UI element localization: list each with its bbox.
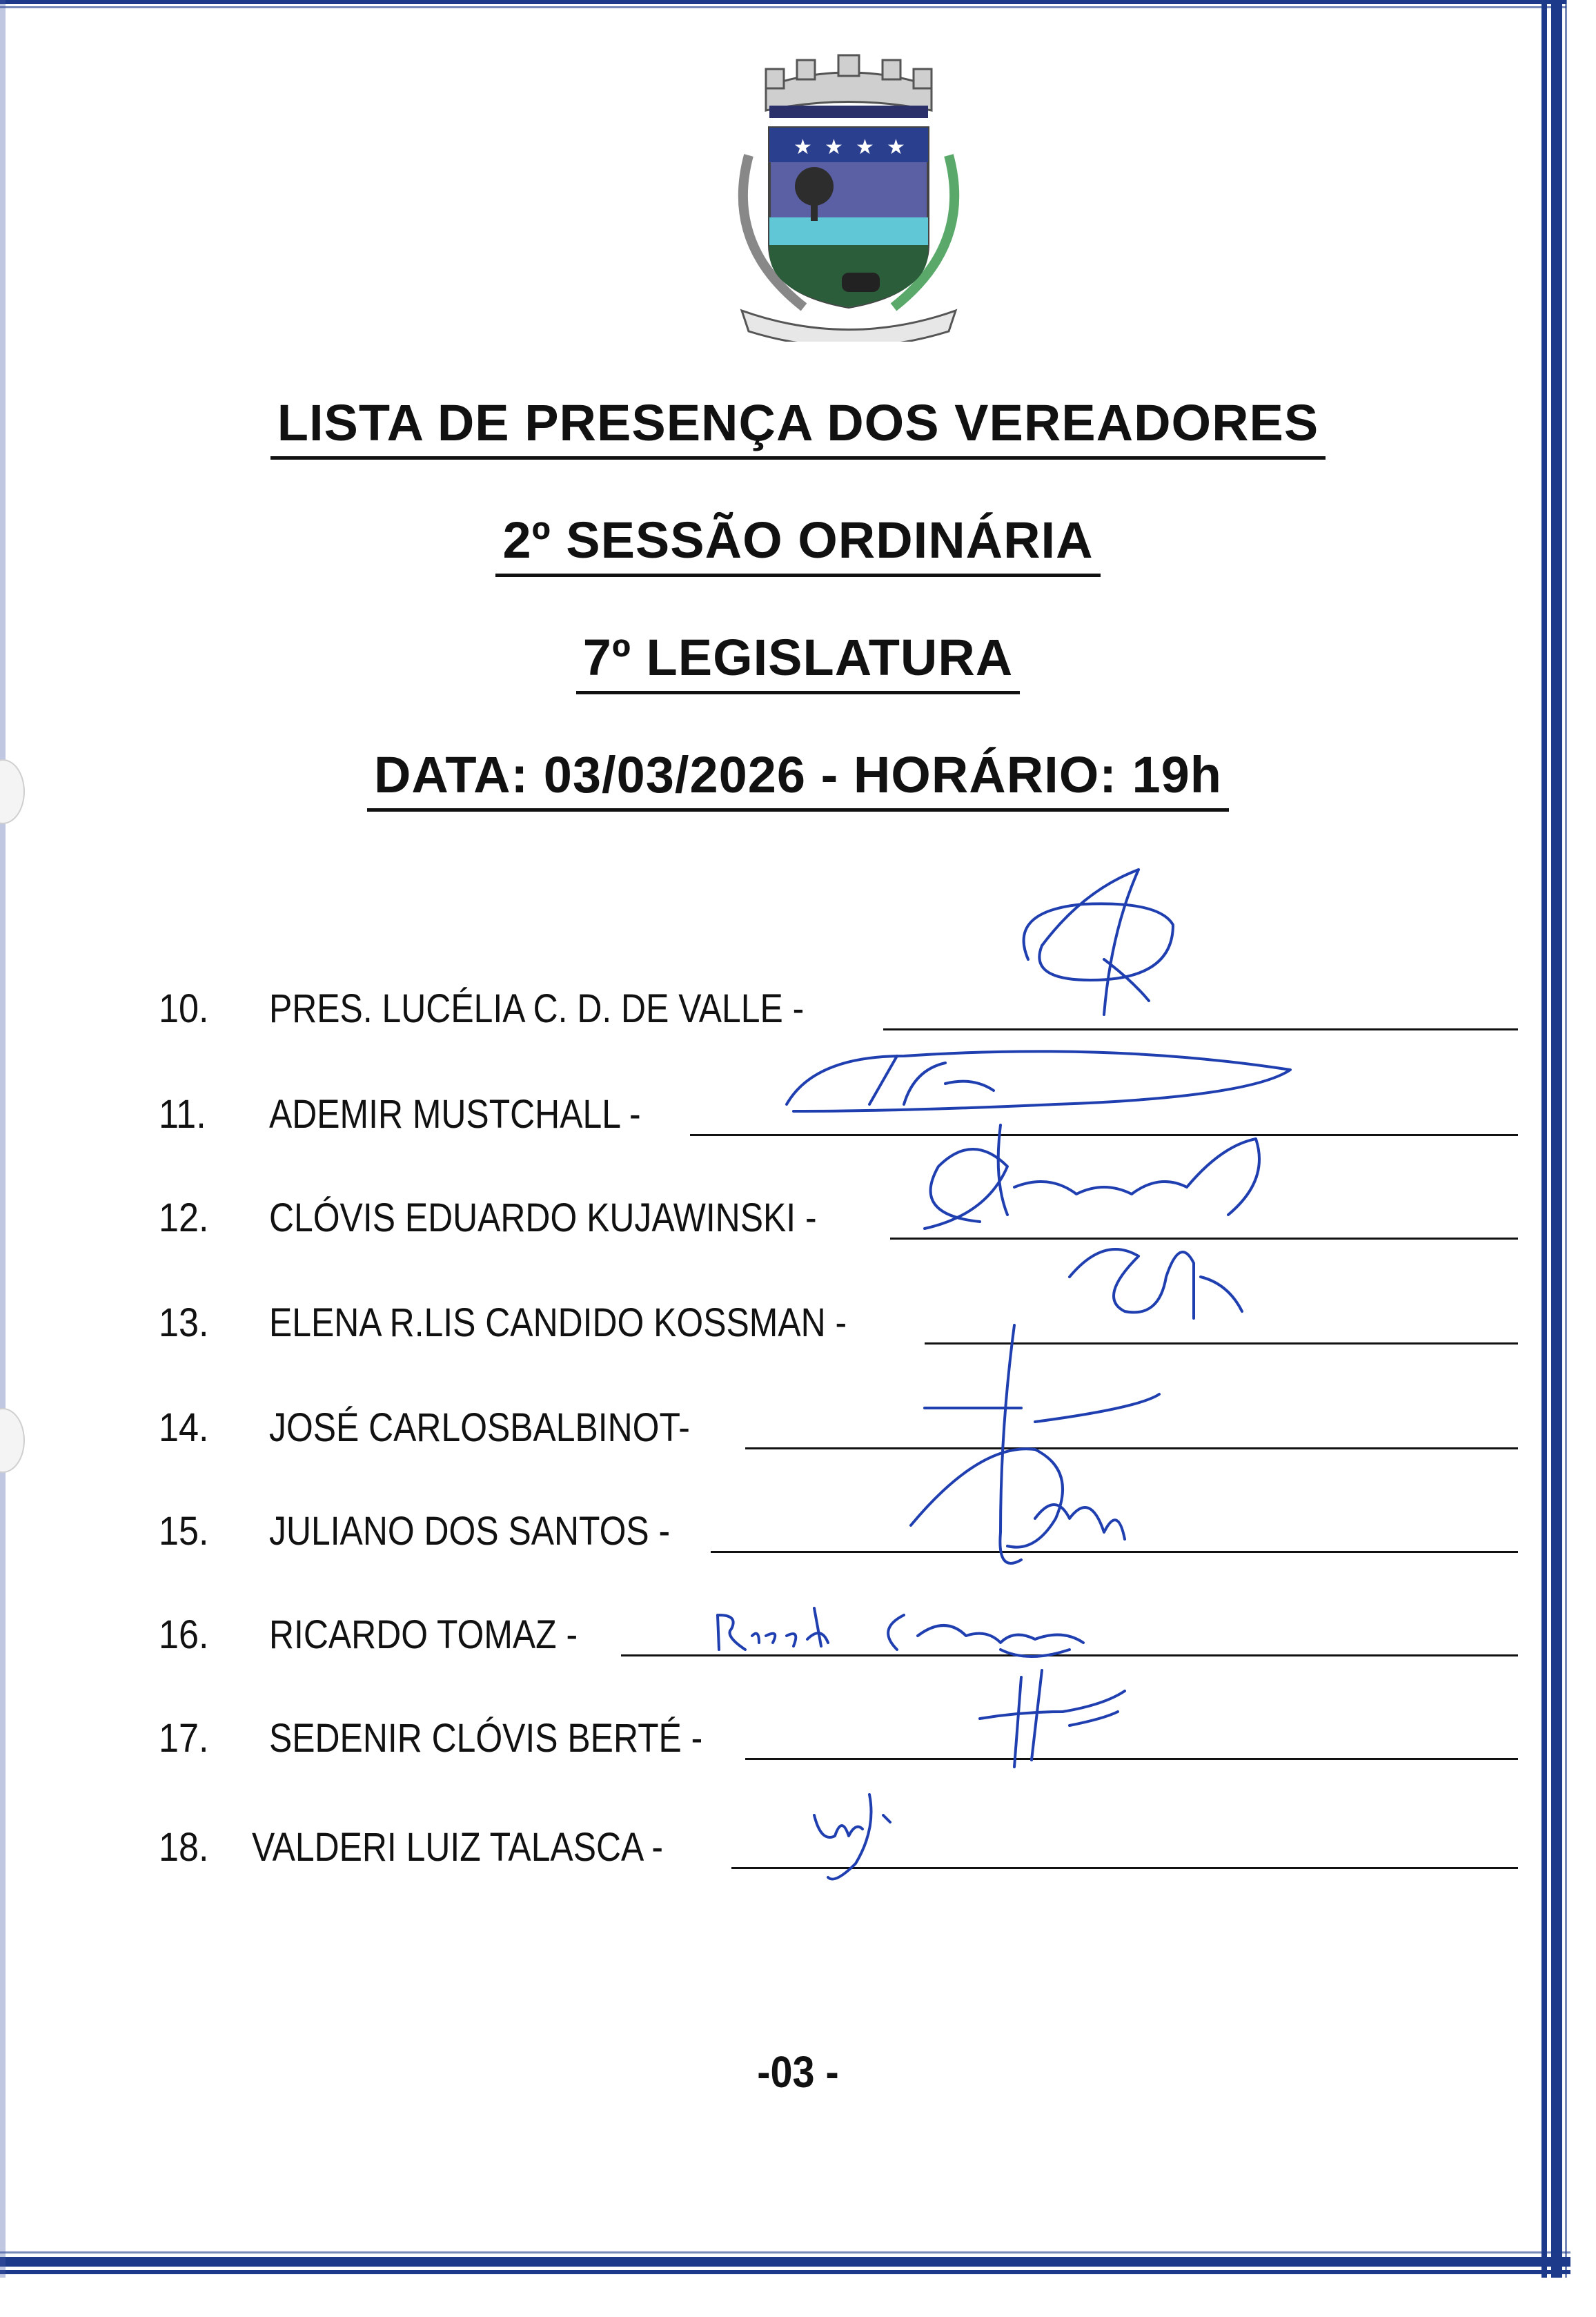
handwritten-signature — [1056, 1222, 1263, 1325]
page-border-right — [1540, 0, 1570, 2278]
attendee-number: 18. — [159, 1825, 209, 1870]
handwritten-signature — [711, 1587, 1097, 1663]
attendee-row — [159, 1284, 1518, 1346]
attendee-name: RICARDO TOMAZ - — [269, 1612, 578, 1657]
signature-line — [745, 1758, 1518, 1760]
svg-text:★: ★ — [825, 135, 843, 159]
handwritten-signature — [1001, 863, 1194, 1021]
attendee-number: 13. — [159, 1300, 209, 1345]
attendee-name: ADEMIR MUSTCHALL - — [269, 1092, 641, 1137]
attendee-name: CLÓVIS EDUARDO KUJAWINSKI - — [269, 1195, 817, 1240]
session-heading: 2º SESSÃO ORDINÁRIA — [0, 511, 1596, 577]
page-border-bottom — [0, 2251, 1570, 2276]
document-title: LISTA DE PRESENÇA DOS VEREADORES — [0, 393, 1596, 460]
attendee-name: JOSÉ CARLOSBALBINOT- — [269, 1405, 690, 1450]
attendee-row — [159, 1179, 1518, 1241]
page-border-top — [0, 0, 1566, 10]
attendee-number: 15. — [159, 1509, 209, 1554]
page-number: -03 - — [757, 2047, 839, 2097]
attendee-row — [159, 1492, 1518, 1554]
attendee-name: PRES. LUCÉLIA C. D. DE VALLE - — [269, 986, 805, 1031]
date-time-heading: DATA: 03/03/2026 - HORÁRIO: 19h — [0, 745, 1596, 812]
svg-text:★: ★ — [887, 135, 905, 159]
attendee-row — [159, 1699, 1518, 1761]
attendee-number: 16. — [159, 1612, 209, 1657]
attendee-number: 14. — [159, 1405, 209, 1450]
attendee-number: 12. — [159, 1195, 209, 1240]
municipal-coat-of-arms — [700, 38, 997, 342]
attendee-name: JULIANO DOS SANTOS - — [269, 1509, 671, 1554]
attendee-name: SEDENIR CLÓVIS BERTÉ - — [269, 1716, 703, 1761]
page-border-left — [0, 0, 6, 2278]
attendee-number: 11. — [159, 1092, 206, 1137]
attendee-row — [159, 970, 1518, 1032]
attendee-name: ELENA R.LIS CANDIDO KOSSMAN - — [269, 1300, 847, 1345]
handwritten-signature — [966, 1670, 1132, 1774]
attendee-row — [159, 1389, 1518, 1451]
attendee-number: 10. — [159, 986, 209, 1031]
svg-text:★: ★ — [794, 135, 812, 159]
legislature-heading: 7º LEGISLATURA — [0, 628, 1596, 694]
attendee-number: 17. — [159, 1716, 209, 1761]
attendee-name: VALDERI LUIZ TALASCA - — [252, 1825, 663, 1870]
handwritten-signature — [807, 1788, 911, 1884]
svg-text:★: ★ — [856, 135, 874, 159]
handwritten-signature — [897, 1325, 1187, 1587]
binder-hole — [0, 1408, 25, 1473]
